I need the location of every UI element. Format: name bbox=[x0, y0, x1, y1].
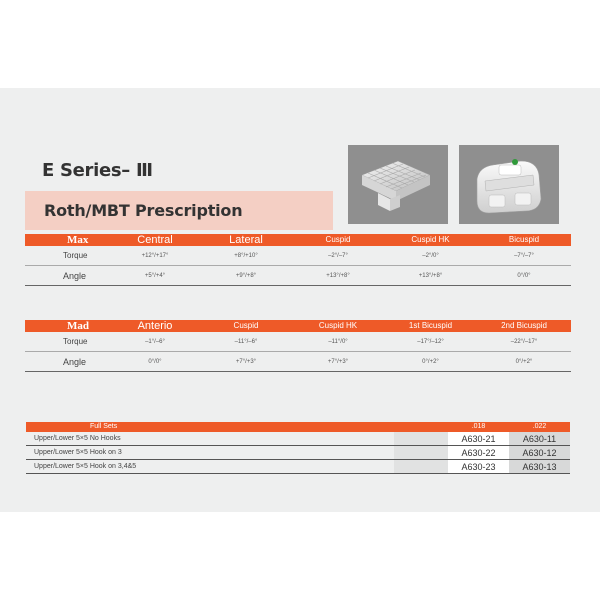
mad-header-second-bicuspid: 2nd Bicuspid bbox=[477, 320, 571, 332]
mad-angle-row bbox=[25, 352, 571, 372]
max-header-jaw: Max bbox=[25, 234, 110, 246]
row-label: Angle bbox=[25, 266, 110, 286]
full-sets-table bbox=[26, 422, 570, 474]
value-cell: –2°/0° bbox=[384, 246, 477, 266]
set-name: Upper/Lower 5×5 No Hooks bbox=[26, 432, 282, 446]
value-cell: +9°/+8° bbox=[200, 266, 292, 286]
max-header-row bbox=[25, 234, 571, 246]
header-spacer bbox=[394, 422, 448, 432]
row-spacer bbox=[394, 432, 448, 446]
set-name: Upper/Lower 5×5 Hook on 3,4&5 bbox=[26, 460, 282, 474]
value-cell: –2°/–7° bbox=[292, 246, 384, 266]
value-cell: –22°/–17° bbox=[477, 332, 571, 352]
value-cell: +13°/+8° bbox=[292, 266, 384, 286]
value-cell: +12°/+17° bbox=[110, 246, 200, 266]
value-cell: +5°/+4° bbox=[110, 266, 200, 286]
max-prescription-table bbox=[25, 234, 571, 286]
full-sets-title: Full Sets bbox=[26, 422, 282, 432]
max-torque-row bbox=[25, 246, 571, 266]
value-cell: –1°/–6° bbox=[110, 332, 200, 352]
code-018: A630-21 bbox=[448, 432, 509, 446]
row-spacer bbox=[394, 446, 448, 460]
max-header-bicuspid: Bicuspid bbox=[477, 234, 571, 246]
code-022: A630-13 bbox=[509, 460, 570, 474]
header-size-022: .022 bbox=[509, 422, 570, 432]
row-spacer bbox=[282, 446, 394, 460]
row-spacer bbox=[282, 432, 394, 446]
value-cell: –11°/–6° bbox=[200, 332, 292, 352]
value-cell: 0°/+2° bbox=[477, 352, 571, 372]
mad-header-cuspid-hk: Cuspid HK bbox=[292, 320, 384, 332]
mad-header-cuspid: Cuspid bbox=[200, 320, 292, 332]
code-018: A630-23 bbox=[448, 460, 509, 474]
value-cell: 0°/+2° bbox=[384, 352, 477, 372]
value-cell: 0°/0° bbox=[110, 352, 200, 372]
full-sets-row bbox=[26, 460, 570, 474]
value-cell: +8°/+10° bbox=[200, 246, 292, 266]
bracket-front-image bbox=[459, 145, 559, 224]
value-cell: +7°/+3° bbox=[200, 352, 292, 372]
mad-header-row bbox=[25, 320, 571, 332]
code-022: A630-11 bbox=[509, 432, 570, 446]
set-name: Upper/Lower 5×5 Hook on 3 bbox=[26, 446, 282, 460]
row-spacer bbox=[394, 460, 448, 474]
row-label: Angle bbox=[25, 352, 110, 372]
value-cell: –11°/0° bbox=[292, 332, 384, 352]
row-label: Torque bbox=[25, 332, 110, 352]
row-spacer bbox=[282, 460, 394, 474]
mad-header-anterio: Anterio bbox=[110, 320, 200, 332]
full-sets-header-row bbox=[26, 422, 570, 432]
value-cell: –7°/–7° bbox=[477, 246, 571, 266]
max-header-central: Central bbox=[110, 234, 200, 246]
mad-header-jaw: Mad bbox=[25, 320, 110, 332]
mad-header-first-bicuspid: 1st Bicuspid bbox=[384, 320, 477, 332]
value-cell: +7°/+3° bbox=[292, 352, 384, 372]
prescription-title: Roth/MBT Prescription bbox=[44, 201, 243, 220]
value-cell: 0°/0° bbox=[477, 266, 571, 286]
value-cell: –17°/–12° bbox=[384, 332, 477, 352]
mesh-base-bracket-image bbox=[348, 145, 448, 224]
value-cell: +13°/+8° bbox=[384, 266, 477, 286]
header-spacer bbox=[282, 422, 394, 432]
max-angle-row bbox=[25, 266, 571, 286]
full-sets-row bbox=[26, 432, 570, 446]
max-header-lateral: Lateral bbox=[200, 234, 292, 246]
code-022: A630-12 bbox=[509, 446, 570, 460]
series-title: E Series– Ⅲ bbox=[42, 160, 153, 181]
header-size-018: .018 bbox=[448, 422, 509, 432]
code-018: A630-22 bbox=[448, 446, 509, 460]
max-header-cuspid: Cuspid bbox=[292, 234, 384, 246]
max-header-cuspid-hk: Cuspid HK bbox=[384, 234, 477, 246]
full-sets-row bbox=[26, 446, 570, 460]
mad-torque-row bbox=[25, 332, 571, 352]
mad-prescription-table bbox=[25, 320, 571, 372]
row-label: Torque bbox=[25, 246, 110, 266]
